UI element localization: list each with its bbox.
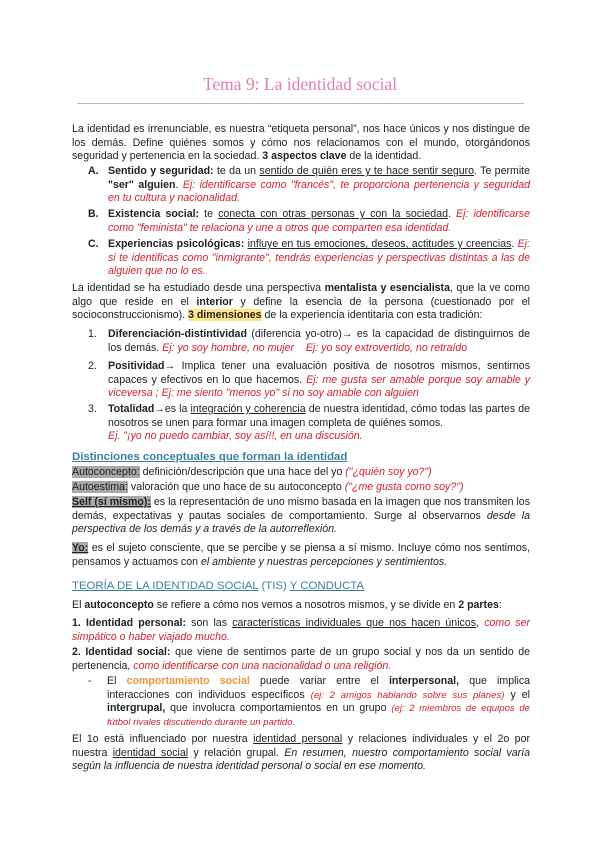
concept-label: Autoestima: [72, 481, 128, 493]
aspect-example: Ej: identificarse como "feminista" te relaciona y une a otros que comparten esa identidad. [108, 208, 530, 234]
concept-yo [72, 542, 530, 569]
bullet-text: que involucra comportamientos en un grupo [165, 702, 392, 715]
dimension-example: Ej: yo soy extrovertido, no retraído [305, 341, 468, 354]
tis-summary [72, 733, 530, 774]
dimension-text: de nuestra identidad, cómo todas las partes de nosotros se unen para formar una imagen completa de quiénes somos. [108, 403, 530, 429]
aspect-title: Experiencias psicológicas: [108, 238, 245, 250]
perspective-text: , que la ve como algo que reside en el [72, 282, 530, 308]
aspect-text: . [447, 208, 457, 220]
aspect-text: te da un [213, 165, 260, 177]
list-marker: B. [88, 208, 99, 220]
intro-text: La identidad es irrenunciable, es nuestra “etiqueta personal”, nos hace únicos y nos distingue de los demás. Define quiénes somos y cómo nos relacionamos con el mundo, otorgándonos seguridad y pertenencia en la sociedad. [72, 123, 530, 163]
concept-autoconcepto [72, 466, 530, 480]
tis-text: El [72, 599, 85, 611]
list-marker: 2. [88, 360, 97, 372]
aspect-b [90, 208, 530, 235]
tis-heading-part: TEORÍA DE LA IDENTIDAD SOCIAL [72, 580, 259, 592]
dimension-text: (diferencia yo-otro)→ es la capacidad de distinguirnos de los demás. [108, 328, 530, 354]
aspect-example: Ej: si te identificas como "inmigrante", tendrás experiencias y perspectivas distintas a las de alguien que no lo es. [108, 238, 530, 278]
summary-text: y relación grupal. [188, 746, 285, 759]
aspect-text: . [511, 238, 518, 250]
summary-text: El 1o está influenciado por nuestra [72, 733, 254, 745]
perspective-text: de la experiencia identitaria con esta tradición: [261, 309, 483, 322]
identity-title: 1. Identidad personal: [72, 617, 186, 629]
aspect-text: . Te permite [474, 165, 531, 177]
identity-text: que viene de sentirnos parte de un grupo social y nos da un sentido de pertenencia, [72, 646, 531, 672]
aspect-underlined: influye en tus emociones, deseos, actitudes y creencias [247, 238, 512, 250]
aspect-title: Sentido y seguridad: [108, 165, 214, 177]
concept-italic: desde la perspectiva de los demás y a través de la autorreflexión. [72, 509, 530, 536]
bullet-example: (ej: 2 amigos hablando sobre sus planes) [310, 689, 505, 701]
identity-text: , [476, 617, 485, 629]
aspect-underlined: sentido de quién eres y te hace sentir seguro [259, 165, 475, 177]
dimension-2 [90, 360, 530, 401]
dimension-title: Diferenciación-distintividad [108, 328, 247, 340]
list-marker: C. [88, 238, 99, 250]
list-marker: A. [88, 165, 99, 177]
aspect-title: Existencia social: [108, 208, 200, 220]
tis-text: : [498, 599, 502, 611]
dimension-text: →es la [154, 403, 191, 415]
perspective-bold: interior [196, 295, 233, 308]
dimension-example: Ej: yo soy hombre, no mujer [162, 341, 295, 354]
perspective-paragraph [72, 282, 530, 323]
summary-underlined: identidad social [112, 746, 189, 759]
identity-title: 2. Identidad social: [72, 646, 171, 658]
page-title: Tema 9: La identidad social [202, 74, 398, 94]
concept-label: Self (sí mismo): [72, 496, 151, 508]
concept-text: definición/descripción que una hace del yo [139, 466, 346, 478]
tis-text: se refiere a cómo nos vemos a nosotros mismos, y se divide en [153, 599, 459, 611]
dimension-3 [90, 403, 530, 444]
dimension-example: Ej. "¡yo no puedo cambiar, soy así!!, en una discusión. [108, 430, 363, 443]
identity-underlined: características individuales que nos hacen únicos [232, 617, 477, 629]
dimension-text: → Implica tener una evaluación positiva de nosotros mismos, sentirnos capaces y efectivos en lo que hacemos. [108, 360, 530, 386]
perspective-bold: mentalista y esencialista [324, 282, 450, 294]
concept-label: Yo: [72, 542, 89, 554]
bullet-text: puede variar entre el [249, 675, 389, 687]
identity-social [72, 646, 530, 673]
concepts-heading: Distinciones conceptuales que forman la identidad [72, 451, 348, 463]
perspective-text: La identidad se ha estudiado desde una perspectiva [72, 282, 325, 294]
list-marker: 1. [88, 328, 97, 340]
aspect-c [90, 238, 530, 279]
dimension-example: Ej: me gusta ser amable porque soy amable y viceversa ; Ej: me siento "menos yo" si no soy amable con alguien [108, 373, 530, 400]
concept-text: es el sujeto consciente, que se percibe y se piensa a sí mismo. Incluye cómo nos sentimos, pensamos y actuamos con [72, 542, 530, 568]
tis-heading-part: Y CONDUCTA [289, 580, 365, 592]
aspect-example: Ej: identificarse como "francés", te proporciona pertenencia y seguridad en tu cultura y nacionalidad. [108, 178, 531, 205]
identity-personal [72, 617, 530, 644]
aspect-text: . [175, 178, 183, 191]
concept-text: es la representación de uno mismo basada en la imagen que nos transmiten los demás, expectativas y pautas sociales de comportamiento. Surge al observarnos [72, 496, 530, 522]
bullet-text: que implica interacciones con individuos específicos [107, 675, 531, 701]
identity-text: son las [185, 617, 233, 629]
concept-example: ("¿quién soy yo?") [345, 466, 432, 478]
aspect-bold: "ser" alguien [108, 178, 176, 191]
tis-intro [72, 599, 530, 613]
aspect-underlined: conecta con otras personas y con la sociedad [218, 208, 448, 220]
tis-heading-part: (TIS) [258, 580, 290, 592]
aspect-text: te [199, 208, 219, 220]
concept-self [72, 496, 530, 537]
dimension-title: Totalidad [108, 403, 155, 415]
concept-label: Autoconcepto: [72, 466, 140, 478]
concept-text: valoración que uno hace de su autoconcepto [127, 481, 345, 493]
tis-heading [72, 580, 364, 592]
intro-paragraph [72, 123, 530, 164]
dimension-1 [90, 328, 530, 355]
summary-text: y relaciones individuales y el 2o por nuestra [72, 733, 530, 759]
aspect-a [90, 165, 530, 206]
tis-bold: autoconcepto [84, 599, 154, 611]
bullet-text: y el [504, 688, 530, 701]
intro-end: de la identidad. [346, 150, 422, 163]
tis-bold: 2 partes [458, 599, 499, 611]
concept-example: ("¿me gusta como soy?") [344, 481, 464, 493]
bullet-text: El [107, 675, 127, 687]
dimensions-highlight: 3 dimensiones [187, 309, 262, 322]
bullet-bold: interpersonal, [388, 675, 460, 687]
title-divider [77, 103, 524, 104]
behaviour-bullet [88, 675, 530, 729]
dimension-title: Positividad [108, 360, 165, 372]
perspective-text: y define la esencia de la persona (cuestionado por el socioconstruccionismo). [72, 295, 530, 322]
intro-bold: 3 aspectos clave [262, 150, 347, 163]
summary-italic: En resumen, nuestro comportamiento social varía según la influencia de nuestra identidad personal o social en ese momento. [72, 746, 531, 773]
identity-example: como identificarse con una nacionalidad o una religión. [133, 659, 392, 672]
concept-italic: el ambiente y nuestras percepciones y sentimientos. [200, 555, 448, 568]
concept-autoestima [72, 481, 530, 495]
summary-underlined: identidad personal [253, 733, 343, 745]
bullet-marker: - [88, 675, 92, 687]
identity-example: como ser simpático o haber viajado mucho. [72, 617, 530, 643]
list-marker: 3. [88, 403, 97, 415]
dimension-underlined: integración y coherencia [190, 403, 306, 415]
bullet-bold: intergrupal, [107, 702, 166, 715]
bullet-orange: comportamiento social [126, 675, 250, 687]
bullet-example: (ej: 2 miembros de equipos de fútbol rivales discutiendo durante un partido. [107, 703, 530, 728]
